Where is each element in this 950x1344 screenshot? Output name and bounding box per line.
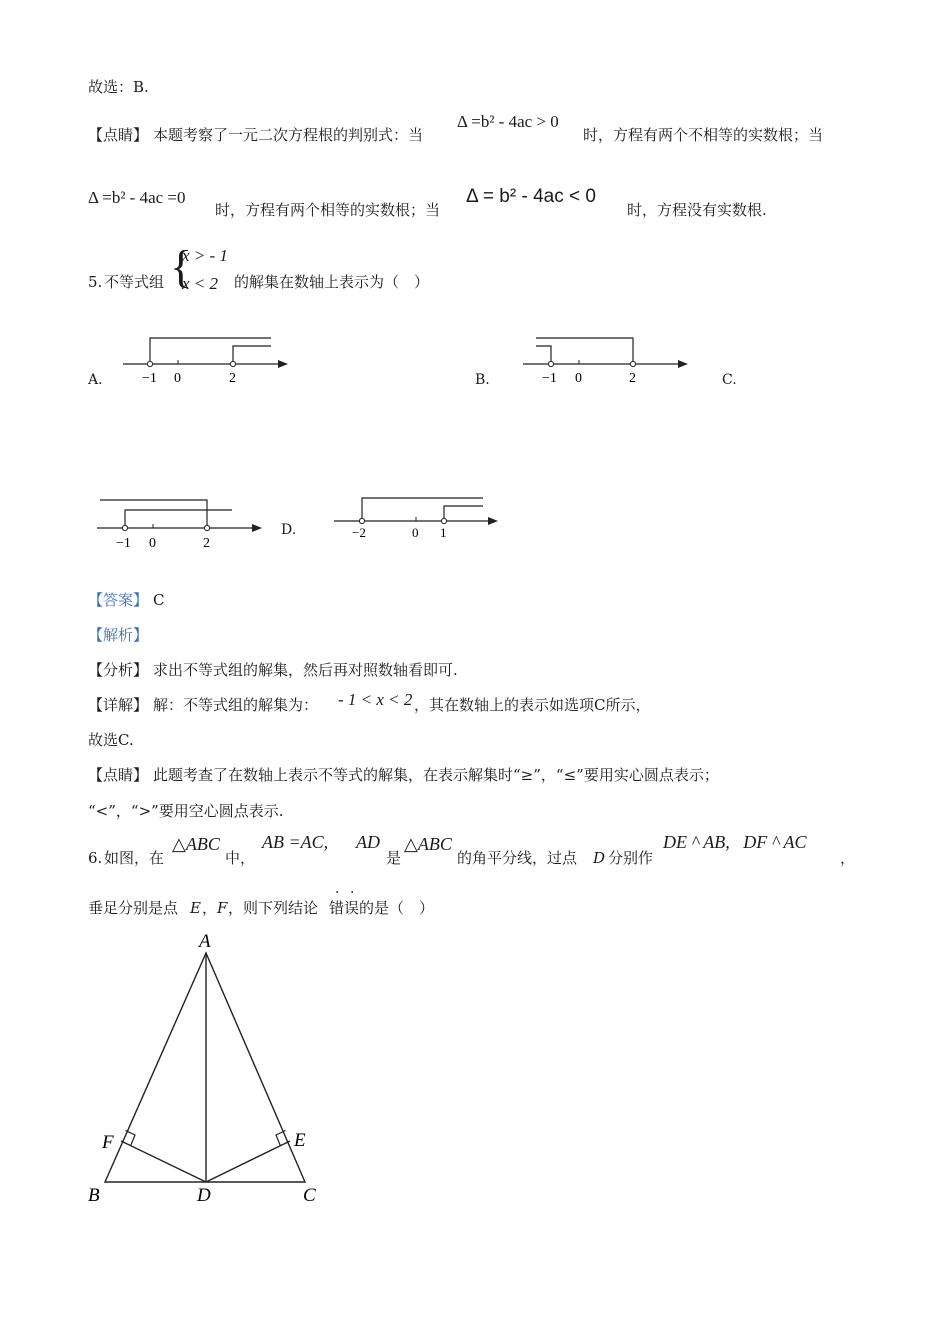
option-a-number-line bbox=[118, 330, 298, 390]
point-e-text: E bbox=[190, 899, 201, 917]
tick-b-0: 0 bbox=[575, 371, 582, 386]
question-6-number: 6. bbox=[88, 849, 103, 867]
vertex-f-label: F bbox=[102, 1132, 114, 1153]
option-d-label[interactable]: D. bbox=[281, 522, 297, 538]
inequality-1: x > - 1 bbox=[182, 246, 228, 265]
tick-c-2: 2 bbox=[203, 536, 210, 551]
question-6-line2c: 的是（ ） bbox=[359, 899, 435, 917]
option-b-label[interactable]: B. bbox=[475, 372, 490, 388]
tick-d-0: 0 bbox=[412, 525, 419, 540]
point-f-text: F bbox=[217, 899, 228, 917]
xiangjie-text-2: ，其在数轴上的表示如选项C所示， bbox=[414, 696, 651, 714]
dianjing-text-1: 本题考察了一元二次方程根的判别式：当 bbox=[153, 126, 424, 144]
analysis-tag: 【解析】 bbox=[88, 626, 149, 644]
tick-a-0: 0 bbox=[174, 371, 181, 386]
dianjing-tag-1: 【点睛】 bbox=[88, 126, 149, 144]
question-6-s3: 是 bbox=[386, 849, 402, 867]
question-6-line2a: 垂足分别是点 bbox=[88, 899, 179, 917]
perpendicular-conditions: DE ^ AB, DF ^ AC bbox=[663, 832, 807, 852]
tick-a-2: 2 bbox=[229, 371, 236, 386]
inequality-2: x < 2 bbox=[182, 274, 219, 293]
question-6-s1: 如图，在 bbox=[104, 849, 165, 867]
vertex-e-label: E bbox=[294, 1130, 306, 1151]
question-5-stem-2: 的解集在数轴上表示为（ ） bbox=[234, 273, 430, 291]
dianjing-line-1: 此题考查了在数轴上表示不等式的解集，在表示解集时“≥”，“≤”要用实心圆点表示； bbox=[153, 766, 719, 784]
question-6-line2b: ，则下列结论 bbox=[228, 899, 319, 917]
dianjing-tag-2: 【点睛】 bbox=[88, 766, 149, 784]
system-brace: { bbox=[170, 241, 193, 292]
previous-conclusion: 故选：B. bbox=[88, 78, 149, 96]
discriminant-positive: Δ =b² - 4ac > 0 bbox=[457, 112, 559, 131]
question-5-stem-1: 不等式组 bbox=[104, 273, 165, 291]
dianjing-line-2: “<”，“>”要用空心圆点表示. bbox=[88, 802, 284, 820]
dianjing-text-2: 时，方程有两个不相等的实数根；当 bbox=[583, 126, 824, 144]
tick-c-neg1: −1 bbox=[116, 536, 131, 551]
question-6-s2: 中， bbox=[225, 849, 256, 867]
answer-value: C bbox=[153, 591, 165, 609]
vertex-c-label: C bbox=[303, 1185, 316, 1206]
option-c-number-line bbox=[92, 490, 272, 552]
ad-segment: AD bbox=[356, 832, 380, 852]
tick-c-0: 0 bbox=[149, 536, 156, 551]
tick-a-neg1: −1 bbox=[142, 371, 157, 386]
tick-d-neg2: −2 bbox=[352, 525, 366, 540]
emphasis-word: 错误 bbox=[329, 899, 360, 917]
vertex-d-label: D bbox=[197, 1185, 211, 1206]
tick-b-2: 2 bbox=[629, 371, 636, 386]
fenxi-tag: 【分析】 bbox=[88, 661, 149, 679]
solution-set: - 1 < x < 2 bbox=[338, 690, 413, 709]
tick-b-neg1: −1 bbox=[542, 371, 557, 386]
question-6-s5: 分别作 bbox=[608, 849, 654, 867]
point-d-text: D bbox=[593, 849, 606, 867]
triangle-abc-2: △ABC bbox=[404, 834, 452, 854]
option-a-label[interactable]: A. bbox=[88, 372, 103, 388]
triangle-figure bbox=[80, 925, 340, 1215]
option-d-number-line bbox=[330, 490, 505, 552]
option-b-number-line bbox=[518, 330, 698, 390]
triangle-abc-1: △ABC bbox=[172, 834, 220, 854]
dianjing-text-4: 时，方程没有实数根. bbox=[627, 201, 767, 219]
vertex-a-label: A bbox=[199, 931, 211, 952]
discriminant-zero: Δ =b² - 4ac =0 bbox=[88, 188, 186, 207]
question-5-number: 5. bbox=[88, 273, 103, 291]
question-6-s6: ， bbox=[840, 849, 856, 867]
ab-equals-ac: AB =AC, bbox=[262, 832, 329, 852]
emphasis-dot-2: · bbox=[350, 885, 355, 901]
fenxi-text: 求出不等式组的解集，然后再对照数轴看即可. bbox=[153, 661, 458, 679]
conclusion-5: 故选C. bbox=[88, 731, 134, 749]
tick-d-1: 1 bbox=[440, 525, 447, 540]
xiangjie-tag: 【详解】 bbox=[88, 696, 149, 714]
option-c-label[interactable]: C. bbox=[722, 372, 737, 388]
xiangjie-text-1: 解：不等式组的解集为： bbox=[153, 696, 319, 714]
question-6-comma: ， bbox=[202, 899, 218, 917]
discriminant-negative: Δ = b² - 4ac < 0 bbox=[466, 186, 596, 207]
emphasis-dot-1: · bbox=[335, 885, 340, 901]
dianjing-text-3: 时，方程有两个相等的实数根；当 bbox=[215, 201, 441, 219]
question-6-s4: 的角平分线，过点 bbox=[457, 849, 578, 867]
answer-tag: 【答案】 bbox=[88, 591, 149, 609]
vertex-b-label: B bbox=[88, 1185, 100, 1206]
